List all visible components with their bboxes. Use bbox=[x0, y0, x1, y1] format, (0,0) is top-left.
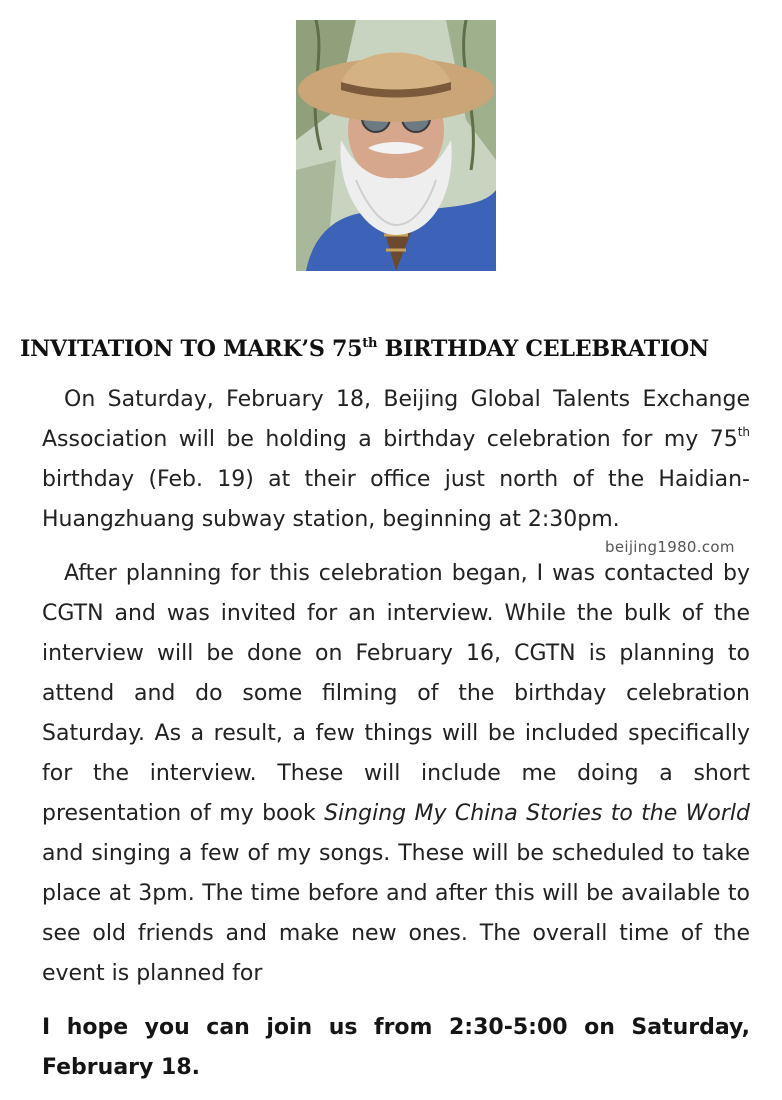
invitation-title bbox=[20, 336, 780, 362]
paragraph-1 bbox=[42, 380, 750, 540]
closing-statement: I hope you can join us from 2:30-5:00 on Saturday, February 18. bbox=[42, 1015, 750, 1080]
paragraph-2-part-1: After planning for this celebration began, I was contacted by CGTN and was invited for an interview. While the bulk of the interview will be done on February 16, CGTN is planning to attend and do some filming of the birthday celebration Saturday. As a result, a few things will be included specifically for the interview. These will include me doing a short presentation of my book bbox=[42, 561, 750, 826]
paragraph-2 bbox=[42, 554, 750, 994]
portrait-illustration bbox=[296, 20, 496, 271]
title-superscript: th bbox=[362, 336, 378, 351]
paragraph-2-part-2: and singing a few of my songs. These will be scheduled to take place at 3pm. The time before and after this will be available to see old friends and make new ones. The overall time of the event is planned for bbox=[42, 841, 750, 986]
title-suffix: BIRTHDAY CELEBRATION bbox=[377, 336, 709, 362]
book-title: Singing My China Stories to the World bbox=[324, 801, 750, 826]
portrait-photo bbox=[296, 20, 496, 271]
title-prefix: INVITATION TO MARK’S 75 bbox=[20, 336, 363, 362]
paragraph-1-superscript: th bbox=[737, 425, 750, 439]
paragraph-1-part-2: birthday (Feb. 19) at their office just north of the Haidian-Huangzhuang subway station, beginning at 2:30pm. bbox=[42, 467, 750, 532]
watermark: beijing1980.com bbox=[605, 538, 735, 556]
paragraph-1-part-1: On Saturday, February 18, Beijing Global Talents Exchange Association will be holding a birthday celebration for my 75 bbox=[42, 387, 750, 452]
